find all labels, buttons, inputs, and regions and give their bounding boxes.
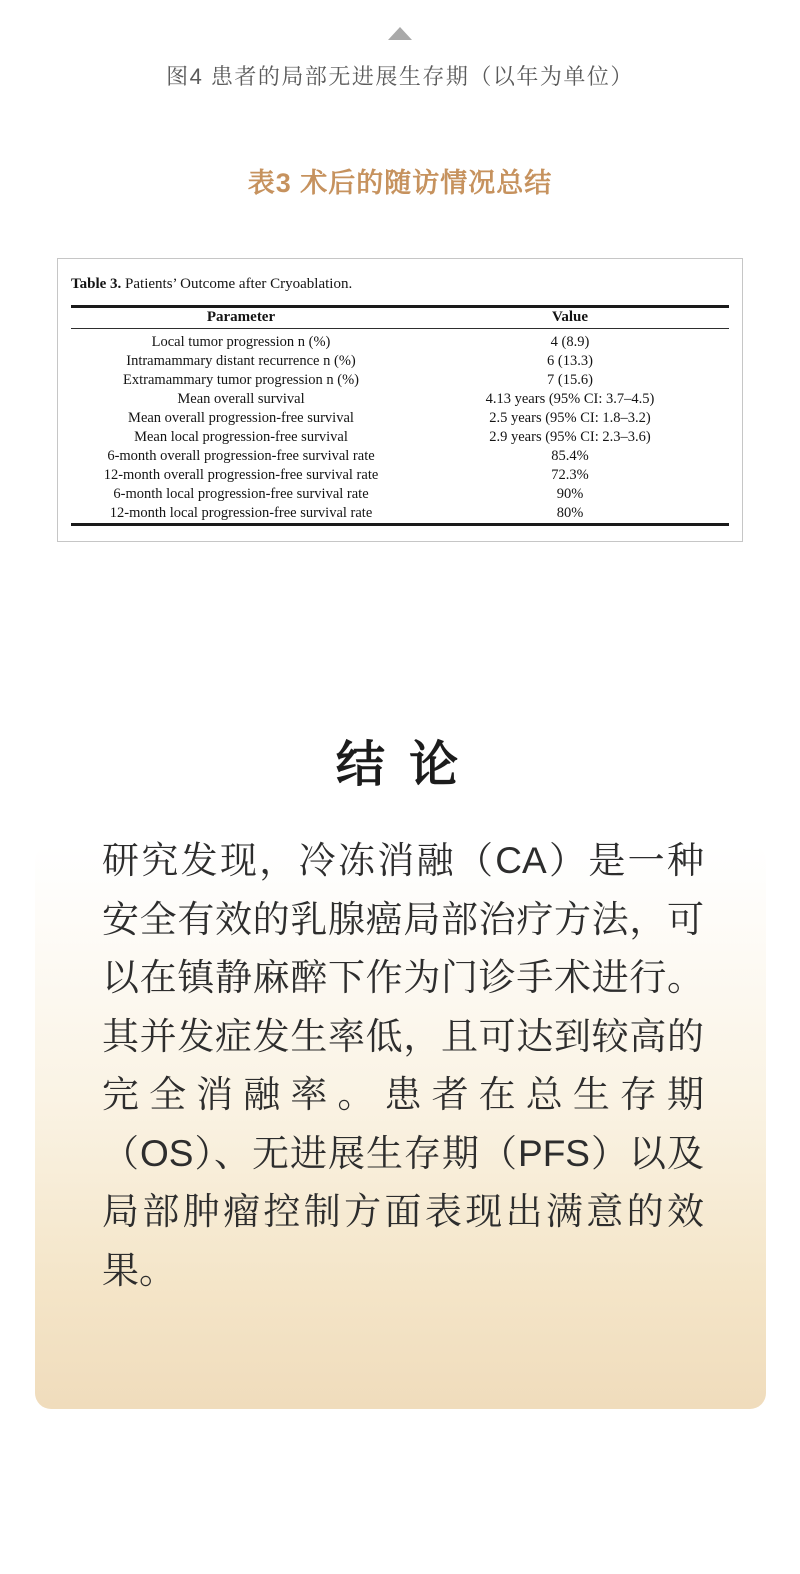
table-cell-value: 7 (15.6): [547, 372, 593, 388]
table-row: [71, 447, 729, 466]
table-rule-bottom: [71, 523, 729, 526]
table-cell-value: 90%: [556, 486, 584, 502]
table-row: [71, 428, 729, 447]
table-cell-parameter: 6-month local progression-free survival rate: [113, 486, 369, 502]
table-cell-parameter: Extramammary tumor progression n (%): [123, 372, 359, 388]
table-rule-header: [71, 328, 729, 329]
table-header-row: [71, 307, 729, 328]
table-cell-value: 6 (13.3): [547, 353, 593, 369]
table-cell-parameter: 12-month local progression-free survival rate: [109, 505, 373, 521]
table-cell-value: 2.9 years (95% CI: 2.3–3.6): [489, 429, 651, 445]
table-cell-parameter: 12-month overall progression-free survival rate: [103, 467, 379, 483]
table-row: [71, 390, 729, 409]
table-cell-parameter: 6-month overall progression-free survival rate: [107, 448, 375, 464]
figure-caption: 图4 患者的局部无进展生存期（以年为单位）: [166, 64, 634, 89]
table-row: [71, 485, 729, 504]
table-cell-parameter: Intramammary distant recurrence n (%): [126, 353, 356, 369]
table-row: [71, 371, 729, 390]
table-row: [71, 333, 729, 352]
table-row: [71, 409, 729, 428]
table-cell-value: 85.4%: [551, 448, 589, 464]
section-heading-table3: 表3 术后的随访情况总结: [247, 168, 553, 198]
table-cell-value: 72.3%: [551, 467, 589, 483]
table-caption: [71, 276, 352, 293]
conclusion-title: 结 论: [335, 737, 465, 792]
table-cell-parameter: Mean overall progression-free survival: [128, 410, 354, 426]
table-row: [71, 466, 729, 485]
table-cell-value: 4.13 years (95% CI: 3.7–4.5): [485, 391, 655, 407]
table-body: [71, 333, 729, 523]
table-cell-parameter: Mean overall survival: [177, 391, 305, 407]
table-caption-label: Table 3.: [71, 276, 122, 292]
table-caption-text: Patients’ Outcome after Cryoablation.: [121, 276, 353, 292]
table-cell-value: 4 (8.9): [550, 334, 590, 350]
column-header-value: Value: [551, 309, 589, 325]
table-row: [71, 352, 729, 371]
column-header-parameter: Parameter: [206, 309, 276, 325]
triangle-up-icon: [388, 27, 412, 40]
table-cell-value: 80%: [556, 505, 584, 521]
conclusion-paragraph: 研究发现，冷冻消融（CA）是一种安全有效的乳腺癌局部治疗方法，可以在镇静麻醉下作为门诊手术进行。其并发症发生率低，且可达到较高的完全消融率。患者在总生存期（OS）、无进展生存期（PFS）以及局部肿瘤控制方面表现出满意的效果。: [102, 840, 704, 1291]
paper-table-figure: [57, 258, 743, 542]
table-cell-parameter: Local tumor progression n (%): [151, 334, 331, 350]
table-row: [71, 504, 729, 523]
table-cell-parameter: Mean local progression-free survival: [134, 429, 348, 445]
table-cell-value: 2.5 years (95% CI: 1.8–3.2): [489, 410, 651, 426]
